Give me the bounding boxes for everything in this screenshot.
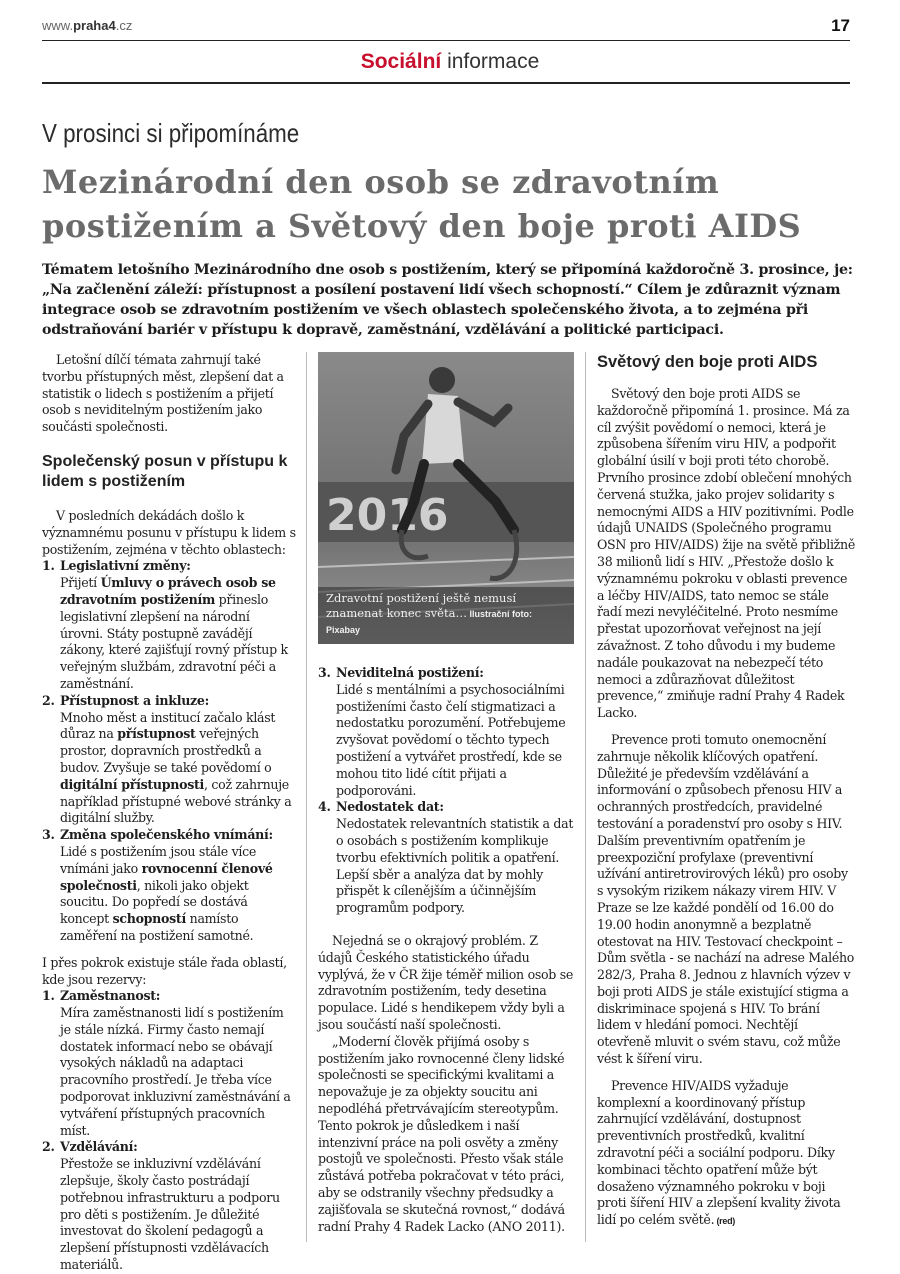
column-divider	[306, 352, 307, 1242]
banner-text: 2016	[326, 490, 449, 541]
changes-list	[42, 558, 296, 944]
photo-credit: Ilustrační foto: Pixabay	[326, 609, 532, 635]
list-item: 2. Vzdělávání: Přestože se inkluzivní vzdělávání zlepšuje, školy často postrádají potřebnou infrastrukturu a podporu pro děti s postižením. Je důležité investovat do školení pedagogů a zlepšení přístupnosti vzdělávacích materiálů.	[42, 1139, 280, 1273]
article-kicker: V prosinci si připomínáme	[42, 118, 300, 148]
page-number: 17	[831, 16, 850, 35]
column-3	[597, 386, 855, 1230]
column-2	[318, 665, 574, 1235]
aids-heading: Světový den boje proti AIDS	[597, 353, 818, 371]
reserves-list-continued	[318, 665, 574, 917]
column-divider	[585, 352, 586, 1242]
paragraph: Prevence HIV/AIDS vyžaduje komplexní a koordinovaný přístup zahrnující vzdělávání, dostupnost preventivních prostředků, kvalitní zdravotní péči a sociální podporu. Díky kombinaci těchto opatření může být dosaženo významného pokroku v boji proti šíření HIV a zlepšení kvality života lidí po celém světě. (red)	[597, 1077, 841, 1228]
intro-paragraph: Letošní dílčí témata zahrnují také tvorbu přístupných měst, zlepšení dat a statistik o lidech s postižením a přijetí osob s neviditelným postižením jako součásti společnosti.	[42, 352, 284, 435]
site-url[interactable]: www.praha4.cz	[42, 18, 133, 33]
list-item: 1. Zaměstnanost: Míra zaměstnanosti lidí s postižením je stále nízká. Firmy často nemají dostatek informací nebo se obávají vysokých nákladů na adaptaci pracovního prostředí. Je třeba více podporovat inkluzivní zaměstnávání a vytváření přístupných pracovních míst.	[42, 988, 291, 1138]
header-divider	[42, 40, 850, 41]
athlete-photo	[318, 352, 574, 644]
reserves-list	[42, 988, 296, 1274]
section-divider	[42, 82, 850, 84]
column-1	[42, 352, 296, 1274]
paragraph: V posledních dekádách došlo k významnému posunu v přístupu k lidem s postižením, zejména v těchto oblastech:	[42, 507, 296, 557]
article-lead: Tématem letošního Mezinárodního dne osob s postižením, který se připomíná každoročně 3. prosince, je: „Na začlenění záleží: přístupnost a posílení postavení lidí všech schopností.“ Cílem je zdůraznit význam integrace osob se zdravotním postižením ve všech oblastech společenského života, a to zejména při odstraňování bariér v přístupu k dopravě, zaměstnání, vzdělávání a politické participaci.	[42, 262, 853, 338]
list-item: 3. Změna společenského vnímání: Lidé s postižením jsou stále více vnímáni jako rovnocenní členové společnosti, nikoli jako objekt soucitu. Do popředí se dostává koncept schopností namísto zaměření na postižení samotné.	[42, 827, 273, 943]
list-item: 1. Legislativní změny: Přijetí Úmluvy o právech osob se zdravotním postižením přineslo legislativní zlepšení na národní úrovni. Státy postupně zavádějí zákony, které zajišťují rovný přístup k veřejným službám, zdravotní péči a zaměstnání.	[42, 558, 288, 691]
list-item: 2. Přístupnost a inkluze: Mnoho měst a institucí začalo klást důraz na přístupnost veřejných prostor, dopravních prostředků a budov. Zvyšuje se také povědomí o digitální přístupnosti, což zahrnuje například přístupné webové stránky a digitální služby.	[42, 692, 292, 826]
page-header	[42, 16, 850, 40]
paragraph: I přes pokrok existuje stále řada oblastí, kde jsou rezervy:	[42, 954, 287, 987]
paragraph: Prevence proti tomuto onemocnění zahrnuje několik klíčových opatření. Důležité je především vzdělávání a informování o způsobech přenosu HIV a ochranných prostředcích, pravidelné testování a poradenství pro osoby s HIV. Dalším preventivním opatřením je preexpoziční profylaxe (preventivní užívání antiretrovirových léků) pro osoby s vysokým rizikem nákazy virem HIV. V Praze se lze každé pondělí od 16.00 do 19.00 hodin anonymně a bezplatně otestovat na HIV. Testovací checkpoint – Dům světla - se nachází na adrese Malého 282/3, Praha 8. Jednou z hlavních výzev v boji proti AIDS je stále existující stigma a diskriminace spojená s HIV. To brání lidem v hledání pomoci. Nechtějí otevřeně mluvit o svém stavu, což může vést k šíření viru.	[597, 731, 855, 1067]
paragraph: Světový den boje proti AIDS se každoročně připomíná 1. prosince. Má za cíl zvýšit povědomí o nemoci, která je způsobena šířením viru HIV, a podpořit globální úsilí v boji proti této chorobě. Prvního prosince zdobí oblečení mnohých červená stužka, jako projev solidarity s nemocnými AIDS a HIV pozitivními. Podle údajů UNAIDS (Společného programu OSN pro HIV/AIDS) žije na světě přibližně 38 milionů lidí s HIV. „Přestože došlo k významnému pokroku v oblasti prevence a léčby HIV/AIDS, tato nemoc se stále řadí mezi nevyléčitelné. Proto nesmíme přestat upozorňovat veřejnost na její závažnost. Z toho důvodu i my budeme nadále poukazovat na nebezpečí této nemoci a zdůrazňovat důležitost prevence,“ zmiňuje radní Prahy 4 Radek Lacko.	[597, 386, 855, 721]
paragraph: Nejedná se o okrajový problém. Z údajů Českého statistického úřadu vyplývá, že v ČR žije téměř milion osob se zdravotním postižením, tedy desetina populace. Lidé s hendikepem vždy byli a jsou součástí naší společnosti.	[318, 932, 574, 1032]
section-title: Sociální informace	[360, 50, 540, 73]
quote-paragraph: „Moderní člověk přijímá osoby s postižením jako rovnocenné členy lidské společnosti se specifickými kvalitami a nepovažuje je za objekty soucitu ani nepodléhá přetrvávajícím stereotypům. Tento pokrok je důsledkem i naší intenzivní práce na poli osvěty a změny postojů ve společnosti. Přesto však stále zůstává potřeba pokračovat v této práci, aby se odstranily všechny předsudky a zajišťovala se skutečná rovnost,“ dodává radní Prahy 4 Radek Lacko (ANO 2011).	[318, 1033, 565, 1234]
subheading: Společenský posun v přístupu k lidem s postižením	[42, 452, 288, 490]
article-title: Mezinárodní den osob se zdravotním postižením a Světový den boje proti AIDS	[42, 163, 802, 245]
author-sign: (red)	[714, 1216, 735, 1227]
photo-caption: Zdravotní postižení ještě nemusí znamenat konec světa… Ilustrační foto: Pixabay	[318, 587, 574, 644]
list-item: 3. Neviditelná postižení: Lidé s mentálními a psychosociálními postiženími často čelí stigmatizaci a nedostatku porozumění. Potřebujeme zvyšovat povědomí o těchto typech postižení a vytvářet prostředí, kde se mohou tito lidé cítit přijati a podporováni.	[318, 665, 566, 798]
list-item: 4. Nedostatek dat: Nedostatek relevantních statistik a dat o osobách s postižením komplikuje tvorbu efektivních politik a opatření. Lepší sběr a analýza dat by mohly přispět k cílenějším a účinnějším programům podpory.	[318, 799, 574, 916]
